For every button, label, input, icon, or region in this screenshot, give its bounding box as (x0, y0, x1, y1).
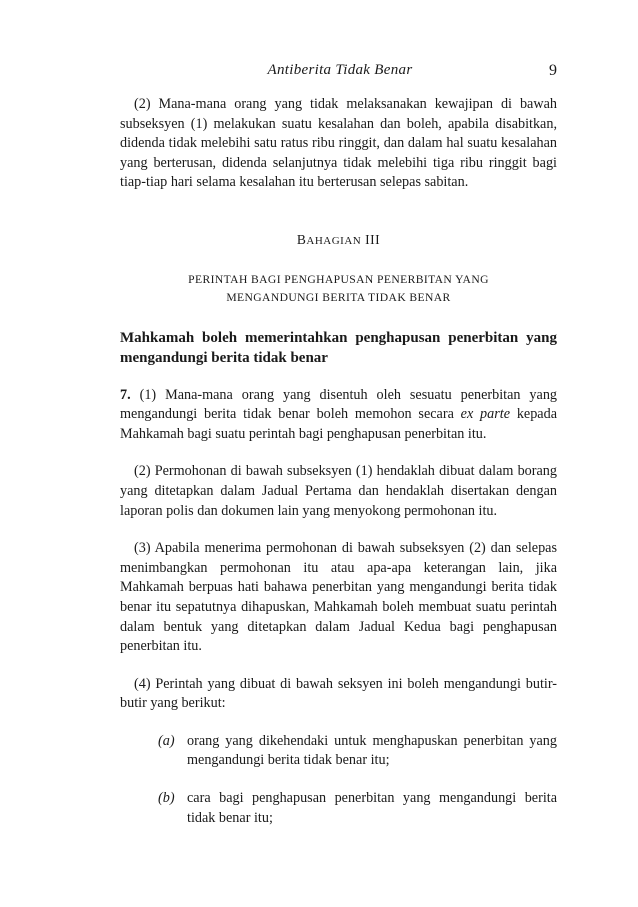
page-body (120, 95, 557, 828)
running-title: Antiberita Tidak Benar (267, 62, 413, 78)
part-title (120, 230, 557, 252)
spacer (120, 657, 557, 675)
section-7-subsection-1 (120, 386, 557, 445)
spacer (120, 444, 557, 462)
part-title-smallcaps: AHAGIAN (306, 234, 362, 247)
list-item (158, 732, 557, 771)
section-heading: Mahkamah boleh memerintahkan penghapusan penerbitan yang mengandungi berita tidak benar (120, 329, 557, 366)
part-subtitle-line-1: PERINTAH BAGI PENGHAPUSAN PENERBITAN YANG (188, 272, 489, 286)
subsection-1-text-after: kepada Mahkamah bagi suatu perintah bagi penghapusan penerbitan itu. (120, 406, 557, 442)
part-subtitle (120, 271, 557, 308)
list-item-label: (b) (158, 790, 175, 807)
subsection-2-previous: (2) Mana-mana orang yang tidak melaksanakan kewajipan di bawah subseksyen (1) melakukan suatu kesalahan dan boleh, apabila disabitkan, didenda tidak melebihi satu ratus ribu ringgit, dan dalam hal suatu kesalahan yang berterusan, didenda selanjutnya tidak melebihi tiga ribu ringgit bagi tiap-tiap hari selama kesalahan itu berterusan selepas sabitan. (120, 96, 557, 191)
part-number: III (365, 231, 381, 247)
section-7-subsection-4: (4) Perintah yang dibuat di bawah seksyen ini boleh mengandungi butir-butir yang berikut: (120, 675, 557, 712)
spacer (120, 714, 557, 732)
latin-term: ex parte (460, 406, 511, 423)
spacer (120, 521, 557, 539)
page-number: 9 (549, 62, 557, 79)
section-number: 7. (120, 386, 131, 403)
page-header (120, 62, 560, 82)
section-7-subsection-2: (2) Permohonan di bawah subseksyen (1) hendaklah dibuat dalam borang yang ditetapkan dalam Jadual Pertama dan hendaklah disertakan dengan laporan polis dan dokumen lain yang menyokong permohonan itu. (120, 463, 557, 519)
part-subtitle-line-2: MENGANDUNGI BERITA TIDAK BENAR (226, 291, 451, 305)
spacer (120, 368, 557, 386)
list-item-text: cara bagi penghapusan penerbitan yang mengandungi berita tidak benar itu; (187, 790, 557, 826)
spacer (120, 771, 557, 789)
list-item-label: (a) (158, 732, 175, 749)
list-item (158, 789, 557, 828)
section-7-subsection-3: (3) Apabila menerima permohonan di bawah subseksyen (2) dan selepas menimbangkan permohonan itu atau apa-apa keterangan lain, jika Mahkamah berpuas hati bahawa penerbitan yang mengandungi berita tidak benar itu sepatutnya dihapuskan, Mahkamah boleh membuat suatu perintah dalam bentuk yang ditetapkan dalam Jadual Kedua bagi penghapusan penerbitan itu. (120, 540, 557, 655)
subsection-1-text-before: (1) Mana-mana orang yang disentuh oleh sesuatu penerbitan yang mengandungi berita tidak benar boleh memohon secara (120, 386, 558, 423)
list-item-text: orang yang dikehendaki untuk menghapuskan penerbitan yang mengandungi berita tidak benar itu; (187, 732, 557, 769)
part-title-initial: B (296, 231, 307, 247)
